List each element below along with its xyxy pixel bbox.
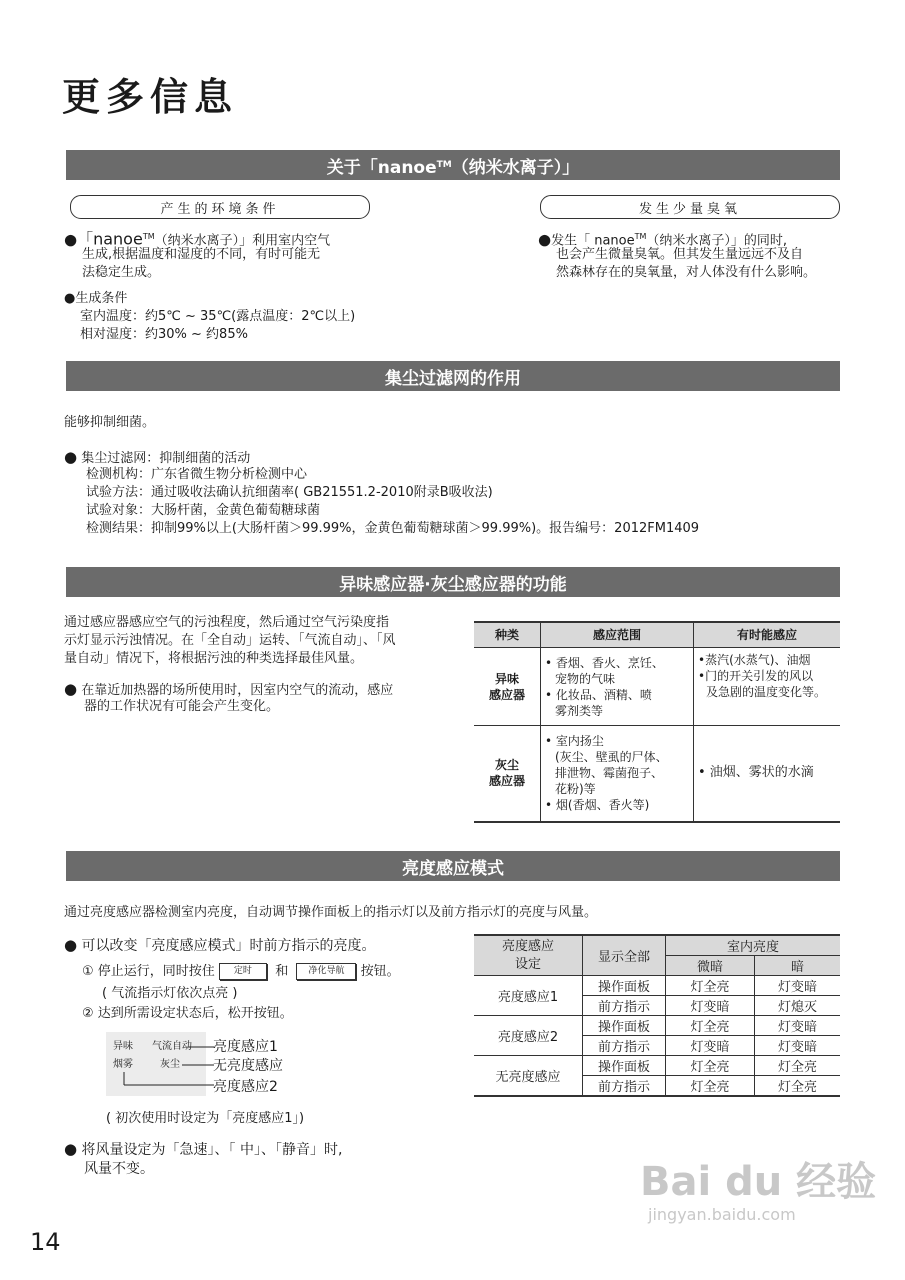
table-row [474,1016,840,1036]
dust-range [541,726,694,822]
setting-cell: 亮度感应2 [474,1016,583,1056]
header-setting-text: 设定 [514,956,541,972]
sensor-type-text: 灰尘 [494,758,519,773]
trademark-mark: TM [436,160,452,170]
dark-cell: 灯变暗 [755,976,841,996]
header-setting-text: 亮度感应 [501,938,554,954]
table-row [474,1056,840,1076]
header-display-all: 显示全部 [583,935,666,976]
baidu-watermark-url: jingyan.baidu.com [648,1205,796,1224]
step1-text: 按钮。 [360,964,400,979]
step1-note: ( 气流指示灯依次点亮 ) [102,986,238,1001]
dark-cell: 灯熄灭 [755,996,841,1016]
maybe-text: 及急剧的温度变化等。 [706,685,827,699]
sensor-table-header [474,622,840,648]
sensor-type-dust [474,726,541,822]
sensor-type-text: 异味 [494,671,519,686]
filter-line-2: 检测机构：广东省微生物分析检测中心 [86,467,308,482]
maybe-text: •门的开关引发的风以 [698,669,814,683]
dim-cell: 灯全亮 [666,976,755,996]
section-bar-filter: 集尘过滤网的作用 [66,361,840,391]
panel-label-airflow-auto: 气流自动 [152,1041,192,1052]
bullet-icon: ● [64,1140,78,1158]
panel-label-dust: 灰尘 [160,1059,180,1070]
ozone-text-part: 发生「 nanoe [551,233,635,249]
pill-ozone: 发生少量臭氧 [540,195,840,219]
bullet-icon: ● [64,936,78,954]
filter-line-text: 集尘过滤网：抑制细菌的活动 [81,451,251,466]
nanoe-word: 「nanoe [77,229,143,249]
target-cell: 操作面板 [583,1056,666,1076]
heater-note-line1 [64,680,393,700]
range-text: 宠物的气味 [555,671,616,686]
trademark-mark: TM [634,232,647,241]
range-text: • 香烟、香火、烹饪、 [545,655,664,670]
dim-cell: 灯变暗 [666,1036,755,1056]
header-setting [474,935,583,976]
section-title-nanoe-pre: 关于「nanoe [326,157,437,178]
bullet-icon: ● [538,230,552,249]
sensor-type-text: 感应器 [488,774,525,789]
range-text: • 化妆品、酒精、喷 [545,687,652,702]
sensor-type-odor [474,648,541,726]
range-text: (灰尘、壁虱的尸体、 [555,750,668,765]
brightness-bullet1 [64,936,376,955]
dark-cell: 灯全亮 [755,1056,841,1076]
nanoe-generation-text-line3: 法稳定生成。 [82,265,161,280]
dark-cell: 灯变暗 [755,1016,841,1036]
filter-line-3: 试验方法：通过吸收法确认抗细菌率( GB21551.2-2010附录B吸收法) [86,485,493,500]
nanoe-generation-text-line2: 生成,根据温度和湿度的不同，有时可能无 [82,247,321,262]
setting-cell: 无亮度感应 [495,1070,561,1085]
heater-note-text: 在靠近加热器的场所使用时，因室内空气的流动，感应 [81,683,394,698]
option-brightness-2: 亮度感应2 [213,1079,278,1095]
dark-cell: 灯变暗 [755,1036,841,1056]
header-range: 感应范围 [541,622,694,648]
panel-label-odor: 异味 [113,1041,133,1052]
header-dark: 暗 [755,956,841,976]
nanoe-generation-text-part: （纳米水离子）」利用室内空气 [154,233,331,249]
step1 [82,963,400,981]
sensor-type-text: 感应器 [488,687,525,702]
range-text: 花粉)等 [555,782,596,797]
range-text: 雾剂类等 [555,703,604,718]
range-text: • 烟(香烟、香火等) [545,798,650,813]
sensor-desc-line2: 示灯显示污浊情况。在「全自动」运转、「气流自动」、「风 [64,633,396,648]
brightness-intro: 通过亮度感应器检测室内亮度，自动调节操作面板上的指示灯以及前方指示灯的亮度与风量。 [64,905,598,920]
step2: ② 达到所需设定状态后，松开按钮。 [82,1006,293,1021]
filter-line-4: 试验对象：大肠杆菌，金黄色葡萄糖球菌 [86,503,321,518]
initial-setting-note: ( 初次使用时设定为「亮度感应1」) [106,1111,305,1126]
sensor-desc-line3: 量自动」情况下，将根据污浊的种类选择最佳风量。 [64,651,364,666]
dark-cell: 灯全亮 [755,1076,841,1097]
table-row [474,726,840,822]
room-temperature-condition: 室内温度：约5℃ ~ 35℃(露点温度：2℃以上) [80,309,356,324]
dim-cell: 灯全亮 [666,1076,755,1097]
brightness-table-header-row1 [474,935,840,956]
dim-cell: 灯全亮 [666,1016,755,1036]
header-room-brightness: 室内亮度 [666,935,841,956]
ozone-text-line3: 然森林存在的臭氧量，对人体没有什么影响。 [556,265,817,280]
range-text: 排泄物、霉菌孢子、 [555,766,664,781]
ozone-text-part: （纳米水离子）」的同时, [646,233,788,249]
target-cell: 前方指示 [583,1036,666,1056]
purify-nav-button-graphic: 净化导航 [296,963,356,980]
filter-intro: 能够抑制细菌。 [64,415,156,430]
target-cell: 操作面板 [583,1016,666,1036]
target-cell: 前方指示 [583,996,666,1016]
filter-line-5: 检测结果：抑制99%以上(大肠杆菌＞99.99%，金黄色葡萄糖球菌＞99.99%)。报告编号：2012FM1409 [86,521,700,536]
dust-maybe: • 油烟、雾状的水滴 [694,726,841,822]
page-number: 14 [30,1228,61,1256]
brightness-bullet2-line2: 风量不变。 [84,1161,154,1177]
option-no-brightness: 无亮度感应 [213,1058,283,1074]
brightness-bullet2-text: 将风量设定为「急速」、「 中」、「静音」时, [81,1142,343,1158]
section-title-nanoe-post: （纳米水离子）」 [451,157,580,178]
section-bar-brightness: 亮度感应模式 [66,851,840,881]
step1-text: ① 停止运行，同时按住 [82,964,215,979]
baidu-watermark: Bai du 经验 [640,1159,877,1205]
panel-label-smoke: 烟雾 [113,1059,133,1070]
brightness-bullet1-text: 可以改变「亮度感应模式」时前方指示的亮度。 [81,938,376,954]
ozone-text-line2: 也会产生微量臭氧。但其发生量远远不及自 [556,247,804,262]
bullet-icon: ● [64,448,78,466]
target-cell: 操作面板 [583,976,666,996]
odor-maybe [694,648,841,726]
page-title: 更多信息 [62,75,239,119]
header-maybe: 有时能感应 [694,622,841,648]
brightness-table [474,934,840,1097]
maybe-text: •蒸汽(水蒸气)、油烟 [698,653,811,667]
section-bar-sensors: 异味感应器·灰尘感应器的功能 [66,567,840,597]
step1-text: 和 [275,964,289,979]
indicator-connector-lines [110,1040,216,1090]
heater-note-line2: 器的工作状况有可能会产生变化。 [84,699,280,714]
bullet-icon: ● [64,230,78,249]
header-type: 种类 [474,622,541,648]
pill-environment-conditions: 产生的环境条件 [70,195,370,219]
target-cell: 前方指示 [583,1076,666,1097]
dim-cell: 灯变暗 [666,996,755,1016]
range-text: • 室内扬尘 [545,734,604,749]
bullet-icon: ● [64,680,78,698]
filter-line-1 [64,448,250,468]
generation-conditions-heading: ●生成条件 [64,291,128,306]
section-bar-nanoe [66,150,840,180]
trademark-mark: TM [142,232,155,241]
table-row [474,976,840,996]
sensor-table [474,621,840,823]
setting-cell: 亮度感应1 [474,976,583,1016]
relative-humidity-condition: 相对湿度：约30% ~ 约85% [80,327,248,342]
odor-range [541,648,694,726]
header-dim: 微暗 [666,956,755,976]
dim-cell: 灯全亮 [666,1056,755,1076]
sensor-desc-line1: 通过感应器感应空气的污浊程度，然后通过空气污染度指 [64,615,390,630]
option-brightness-1: 亮度感应1 [213,1039,278,1055]
timer-button-graphic: 定时 [219,963,267,980]
brightness-bullet2-line1 [64,1140,342,1159]
table-row [474,648,840,726]
